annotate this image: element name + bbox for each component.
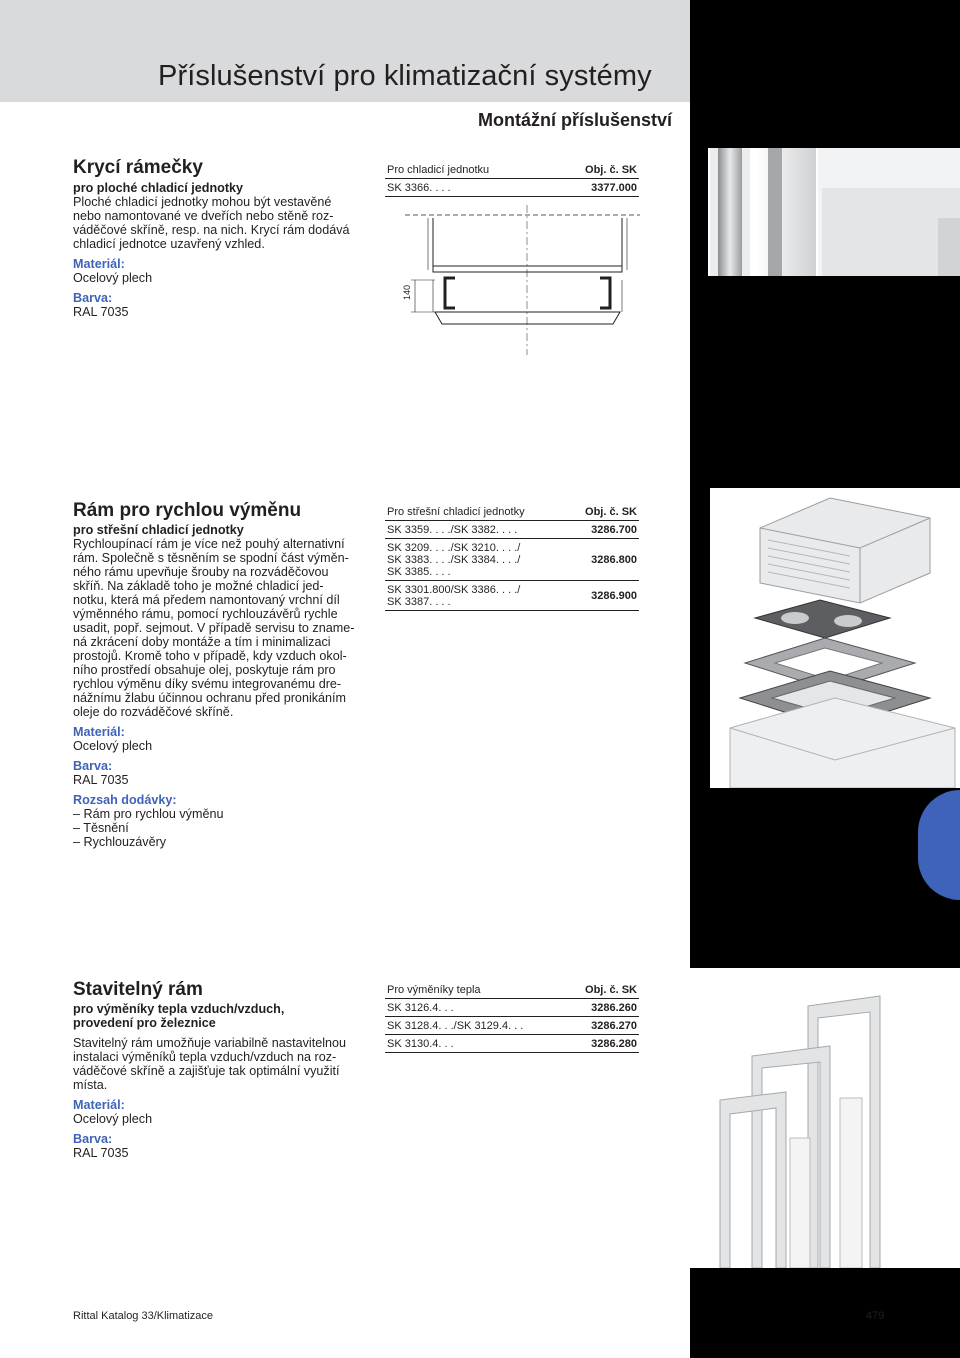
order-number-cell: 3286.280 xyxy=(567,1035,639,1053)
order-number-cell: 3286.270 xyxy=(567,1017,639,1035)
body-line: výměnného rámu, pomocí rychlouzávěrů rychle xyxy=(73,607,338,621)
table-header-row xyxy=(385,981,639,999)
model-cell: SK 3366. . . . xyxy=(385,179,551,197)
material-value: Ocelový plech xyxy=(73,739,153,753)
technical-drawing xyxy=(395,200,645,360)
color-value: RAL 7035 xyxy=(73,305,129,319)
body-line: rám. Společně s těsněním se spodní část výměn- xyxy=(73,551,349,565)
quick-change-frame-photo xyxy=(710,488,960,788)
model-cell: SK 3126.4. . . xyxy=(385,999,567,1017)
model-line: SK 3209. . . ./SK 3210. . . ./ xyxy=(387,542,521,554)
table-row xyxy=(385,521,639,539)
body-line: nebo namontované ve dveřích nebo stěně roz- xyxy=(73,209,334,223)
page-title: Příslušenství pro klimatizační systémy xyxy=(158,60,652,92)
scope-item: – Rychlouzávěry xyxy=(73,835,167,849)
body-line: usadit, popř. sejmout. V případě servisu to znamе- xyxy=(73,621,355,635)
table-header-unit: Pro výměníky tepla xyxy=(385,981,567,999)
cover-frame-illustration xyxy=(708,148,960,276)
scope-label: Rozsah dodávky: xyxy=(73,793,177,807)
table-header-unit: Pro střešní chladicí jednotky xyxy=(385,503,567,521)
section-text-adjustable-frame xyxy=(73,1002,368,1160)
section-title-adjustable-frame: Stavitelný rám xyxy=(73,979,203,1000)
body-line: skříň. Na základě toho je možné chladicí jed- xyxy=(73,579,324,593)
page-subtitle: Montážní příslušenství xyxy=(477,110,672,130)
body-line: ná zkrácení doby montáže a tím i minimalizaci xyxy=(73,635,331,649)
table-row xyxy=(385,581,639,611)
order-number-cell: 3377.000 xyxy=(551,179,639,197)
body-line: Stavitelný rám umožňuje variabilně nastavitelnou xyxy=(73,1036,347,1050)
section-subtitle: pro střešní chladicí jednotky xyxy=(73,523,244,537)
table-header-row xyxy=(385,503,639,521)
material-value: Ocelový plech xyxy=(73,271,153,285)
order-number-cell: 3286.260 xyxy=(567,999,639,1017)
table-row xyxy=(385,1017,639,1035)
color-label: Barva: xyxy=(73,1132,113,1146)
body-line: notku, která má předem namontovaný vrchní díl xyxy=(73,593,340,607)
section-text-quick-change-frame xyxy=(73,523,368,849)
model-line: SK 3301.800/SK 3386. . . ./ xyxy=(387,584,521,596)
body-line: váděčové skříně, resp. na nich. Krycí rám dodává xyxy=(73,223,350,237)
body-line: prostojů. Kromě toho v případě, kdy vzduch okol- xyxy=(73,649,347,663)
body-line: nážnímu žlabu účinnou ochranu před pronikáním xyxy=(73,691,347,705)
color-label: Barva: xyxy=(73,759,113,773)
section-title-quick-change-frame: Rám pro rychlou výměnu xyxy=(73,500,302,521)
table-row xyxy=(385,179,639,197)
section-subtitle: pro ploché chladicí jednotky xyxy=(73,181,244,195)
section-title-cover-frames: Krycí rámečky xyxy=(73,157,203,178)
body-line: instalaci výměníků tepla vzduch/vzduch na roz- xyxy=(73,1050,337,1064)
order-number-cell: 3286.800 xyxy=(567,539,639,581)
material-label: Materiál: xyxy=(73,725,125,739)
model-cell xyxy=(385,581,567,611)
model-line: SK 3383. . . ./SK 3384. . . ./ xyxy=(387,554,521,566)
body-line: místa. xyxy=(73,1078,108,1092)
table-row xyxy=(385,1035,639,1053)
material-label: Materiál: xyxy=(73,1098,125,1112)
body-line: Ploché chladicí jednotky mohou být vestavěné xyxy=(73,195,332,209)
model-cell xyxy=(385,521,567,539)
body-line: rychlou výměnu díky svému integrovanému dre- xyxy=(73,677,342,691)
body-line: oleje do rozváděčové skříně. xyxy=(73,705,234,719)
order-table-quick-change-frame xyxy=(385,503,639,611)
table-header-order: Obj. č. SK xyxy=(567,981,639,999)
order-number-cell: 3286.700 xyxy=(567,521,639,539)
order-number-cell: 3286.900 xyxy=(567,581,639,611)
model-line: SK 3387. . . . xyxy=(387,596,451,608)
model-line: SK 3359. . . ./SK 3382. . . . xyxy=(387,524,518,536)
table-header-row xyxy=(385,161,639,179)
table-row xyxy=(385,539,639,581)
section-text-cover-frames xyxy=(73,181,368,319)
order-table-cover-frames xyxy=(385,161,639,197)
model-cell xyxy=(385,539,567,581)
adjustable-frame-photo xyxy=(690,968,960,1268)
body-line: váděčové skříně a zajišťuje tak optimální využití xyxy=(73,1064,340,1078)
body-line: chladicí jednotce uzavřený vzhled. xyxy=(73,237,265,251)
table-header-unit: Pro chladicí jednotku xyxy=(385,161,551,179)
body-line: ního prostředí obsahuje olej, poskytuje rám pro xyxy=(73,663,336,677)
section-subtitle: pro výměníky tepla vzduch/vzduch, xyxy=(73,1002,285,1016)
dimension-label: 140 xyxy=(402,284,412,300)
scope-item: – Rám pro rychlou výměnu xyxy=(73,807,224,821)
footer-page-number: 479 xyxy=(866,1310,885,1322)
body-line: ného rámu upevňuje šrouby na rozváděčovou xyxy=(73,565,329,579)
model-cell: SK 3128.4. . ./SK 3129.4. . . xyxy=(385,1017,567,1035)
material-label: Materiál: xyxy=(73,257,125,271)
material-value: Ocelový plech xyxy=(73,1112,153,1126)
order-table-adjustable-frame xyxy=(385,981,639,1053)
footer-catalog: Rittal Katalog 33/Klimatizace xyxy=(73,1310,214,1322)
adjustable-frame-illustration xyxy=(690,968,960,1268)
cover-frame-photo xyxy=(708,148,960,276)
color-label: Barva: xyxy=(73,291,113,305)
model-cell: SK 3130.4. . . xyxy=(385,1035,567,1053)
table-header-order: Obj. č. SK xyxy=(551,161,639,179)
frame-cross-section-drawing xyxy=(395,200,645,360)
table-header-order: Obj. č. SK xyxy=(567,503,639,521)
scope-item: – Těsnění xyxy=(73,821,129,835)
body-line: Rychloupínací rám je více než pouhý alternativní xyxy=(73,537,345,551)
exploded-frame-illustration xyxy=(710,488,960,788)
color-value: RAL 7035 xyxy=(73,773,129,787)
model-line: SK 3385. . . . xyxy=(387,566,451,578)
table-row xyxy=(385,999,639,1017)
section-subtitle: provedení pro železnice xyxy=(73,1016,216,1030)
color-value: RAL 7035 xyxy=(73,1146,129,1160)
